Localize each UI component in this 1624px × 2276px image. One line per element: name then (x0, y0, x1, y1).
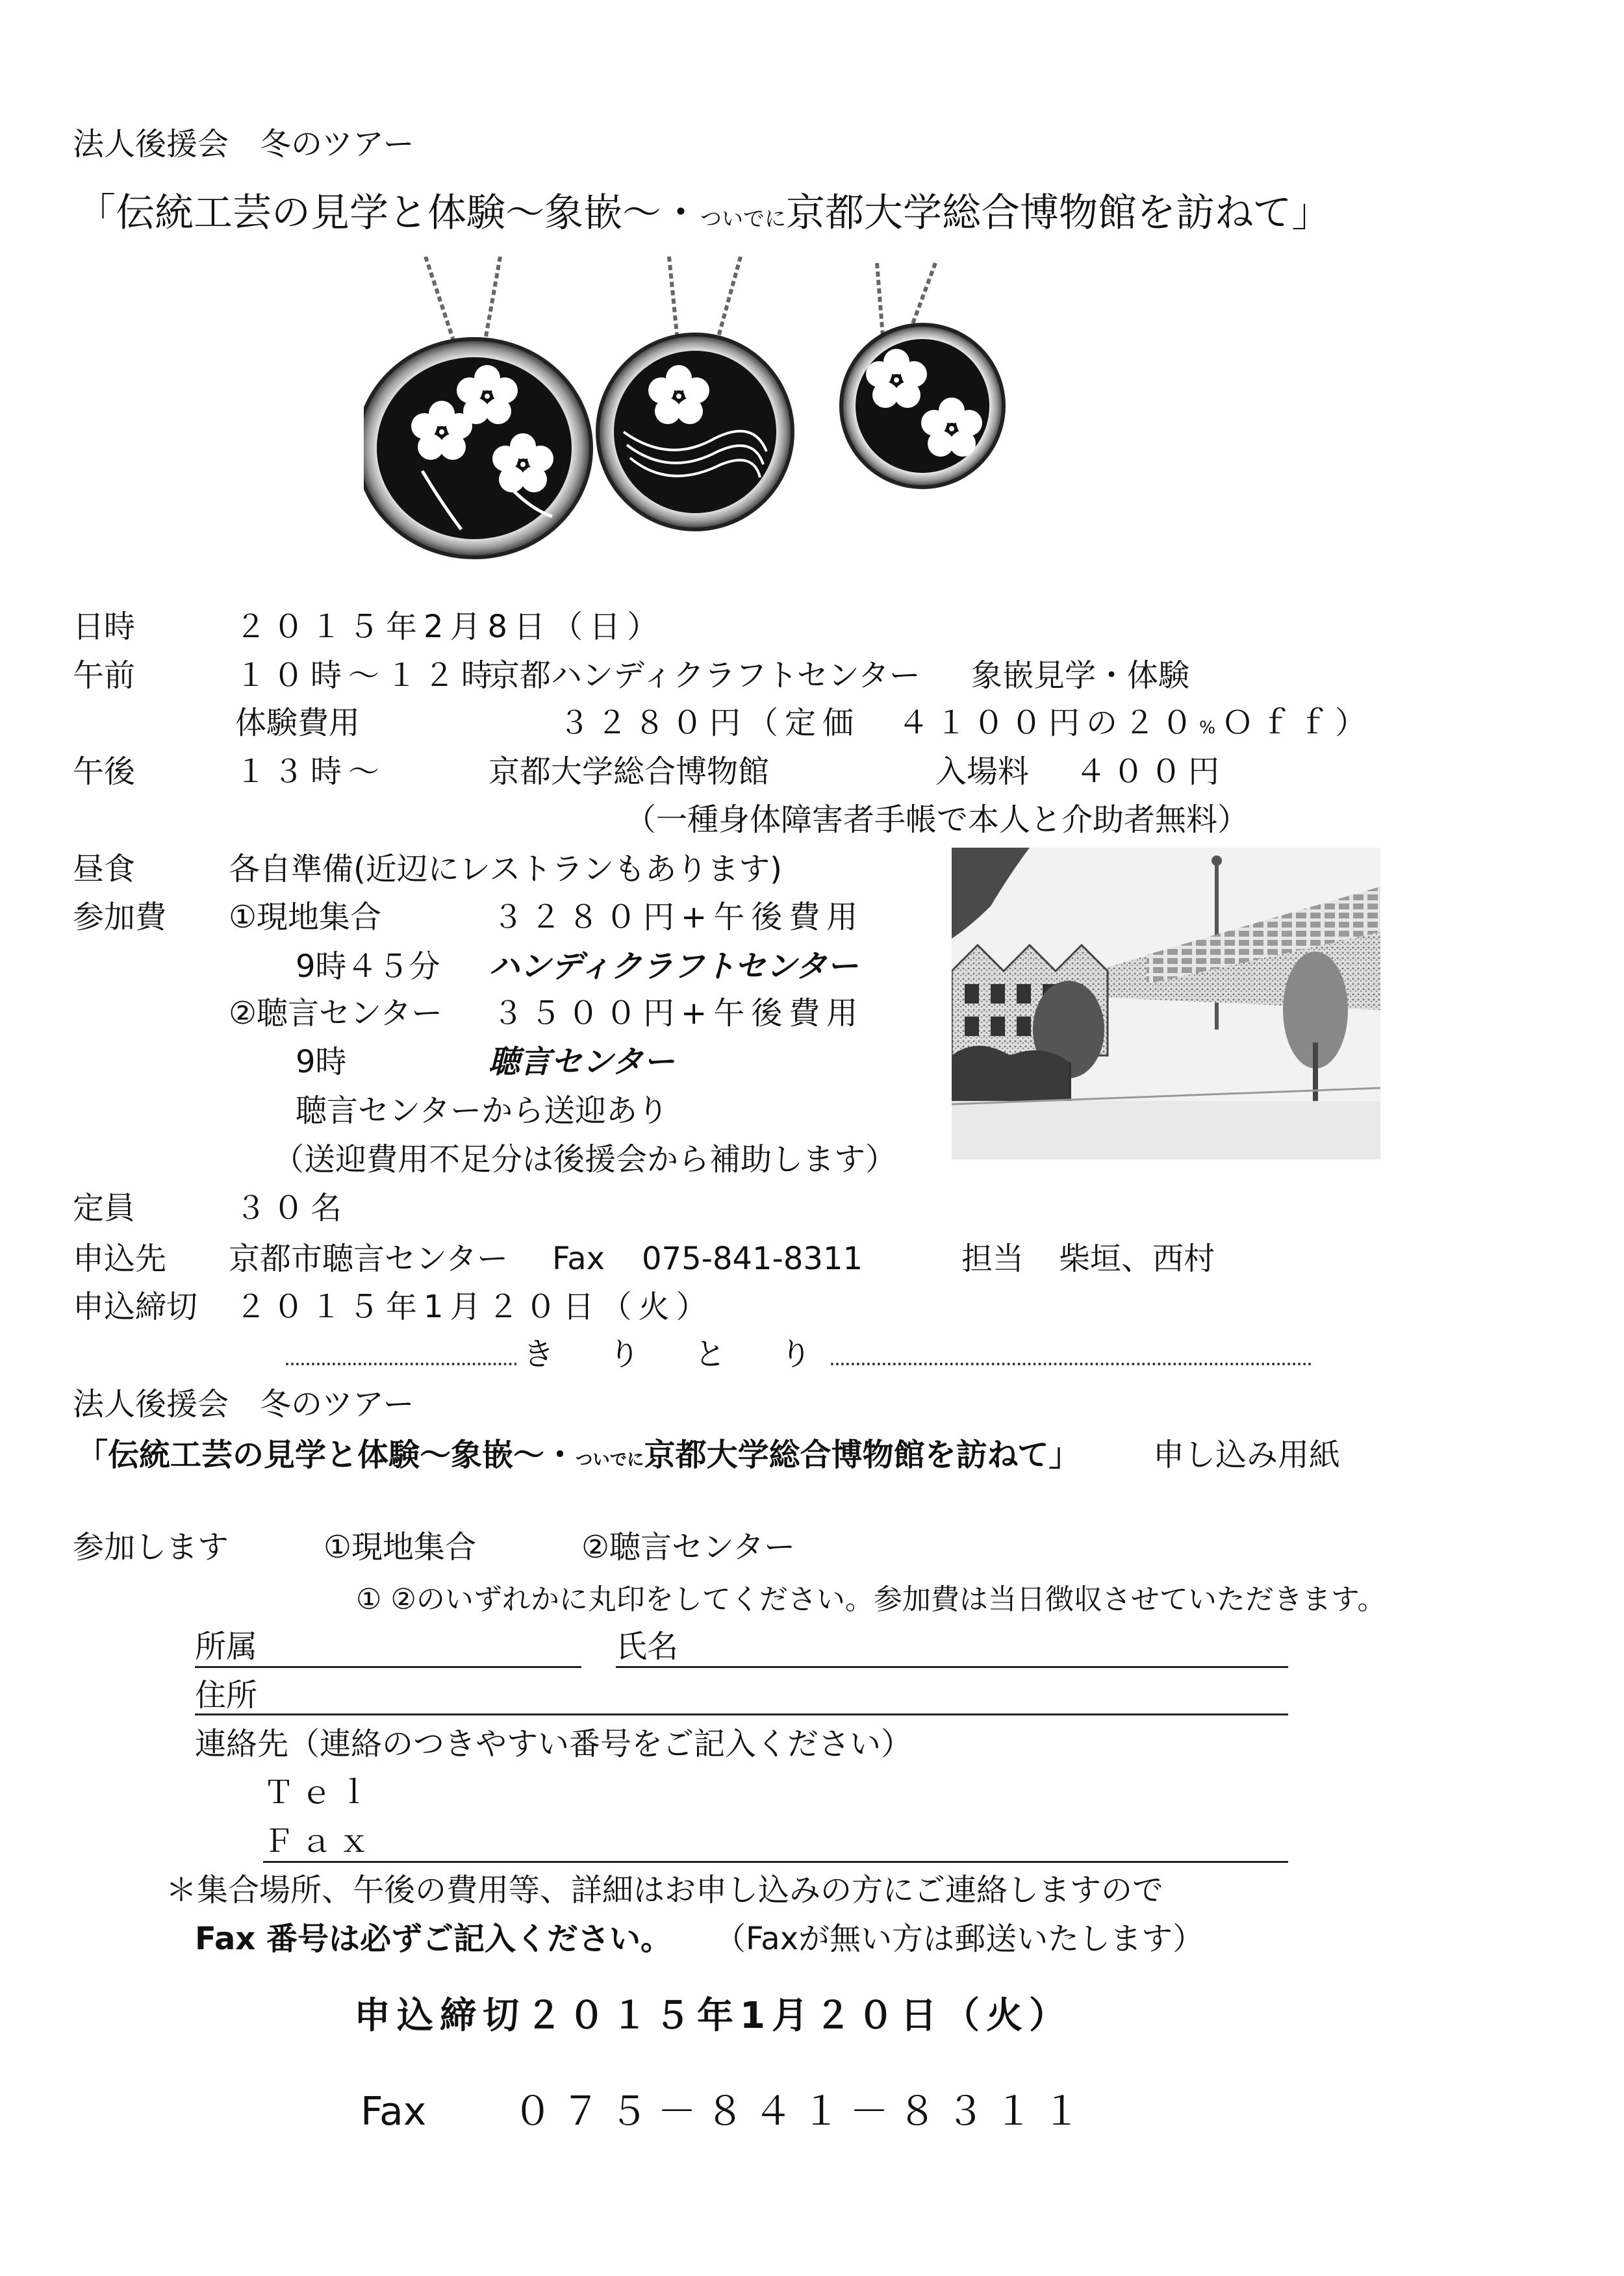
fee-off: Ｏｆｆ） (1222, 705, 1373, 741)
contact-label: 連絡先（連絡のつきやすい番号をご記入ください） (195, 1726, 913, 1762)
museum-photo (952, 848, 1380, 1159)
pm-place: 京都大学総合博物館 (488, 753, 770, 790)
org-line: 法人後援会 冬のツアー (73, 126, 414, 162)
join-option-2[interactable]: ②聴言センター (581, 1529, 796, 1565)
option1-time: 9時４５分 (296, 948, 440, 985)
apply-org: 京都市聴言センター (229, 1241, 509, 1277)
form-org-line: 法人後援会 冬のツアー (73, 1386, 414, 1422)
option1-price: ３２８０円+午後費用 (492, 899, 865, 935)
apply-fax-number: 075-841-8311 (642, 1241, 863, 1277)
fee-label: 体験費用 (235, 705, 361, 741)
am-label: 午前 (73, 657, 136, 694)
date-label: 日時 (73, 609, 136, 645)
form-title-small: ついでに (576, 1450, 644, 1470)
apply-contact-names: 柴垣、西村 (1059, 1241, 1215, 1277)
am-place: 京都ハンディクラフトセンター (488, 657, 920, 694)
deadline-label: 申込締切 (73, 1289, 198, 1325)
fee-value-text: ３２８０円（定価 ４１００円の２０ (559, 705, 1200, 741)
name-field[interactable] (616, 1666, 1288, 1668)
option1-place: ハンディクラフトセンター (488, 948, 858, 985)
join-label: 参加します (73, 1529, 229, 1565)
capacity-value: ３０名 (235, 1190, 349, 1226)
pm-admission-label: 入場料 (935, 753, 1030, 790)
option1-name: ①現地集合 (229, 899, 382, 935)
am-time: １０時～１２時 (235, 657, 500, 694)
note-line-2-bold: Fax 番号は必ずご記入ください。 (195, 1921, 672, 1957)
page-title (77, 190, 1331, 242)
note-line-1: ＊集合場所、午後の費用等、詳細はお申し込みの方にご連絡しますので (166, 1872, 1164, 1908)
fax-label-big: Fax (361, 2089, 427, 2134)
option2-name: ②聴言センター (229, 995, 443, 1031)
tel-label: Ｔｅｌ (263, 1775, 377, 1811)
pm-label: 午後 (73, 753, 136, 790)
shuttle-note: 聴言センターから送迎あり (296, 1093, 669, 1129)
fee-value (559, 703, 1373, 748)
form-title-main-b: 京都大学総合博物館を訪ねて」 (644, 1437, 1080, 1473)
affiliation-field[interactable] (195, 1666, 581, 1668)
note-line-2-rest: （Faxが無い方は郵送いたします） (730, 1921, 1204, 1957)
form-title-main-a: 「伝統工芸の見学と体験～象嵌～・ (77, 1437, 576, 1473)
form-title (77, 1435, 1080, 1480)
contact-field[interactable] (263, 1861, 1288, 1863)
date-value: ２０１５年2月8日（日） (235, 609, 665, 645)
form-title-suffix: 申し込み用紙 (1153, 1437, 1341, 1473)
option2-time: 9時 (296, 1044, 347, 1080)
title-small: ついでに (700, 206, 786, 231)
fax-number-big: ０７５－８４１－８３１１ (513, 2089, 1090, 2134)
address-label: 住所 (195, 1677, 258, 1713)
apply-contact-label: 担当 (961, 1241, 1024, 1277)
name-label: 氏名 (616, 1628, 679, 1665)
address-field[interactable] (195, 1713, 1288, 1715)
title-main-b: 京都大学総合博物館を訪ねて」 (786, 190, 1331, 236)
pm-admission-value: ４００円 (1075, 753, 1226, 790)
lunch-label: 昼食 (73, 851, 136, 887)
pendant-photo (364, 257, 1065, 594)
cut-line-label: き り と り (516, 1335, 830, 1374)
am-activity: 象嵌見学・体験 (971, 657, 1190, 694)
fee-percent: % (1199, 718, 1223, 738)
option2-price: ３５００円+午後費用 (492, 995, 865, 1031)
affiliation-label: 所属 (195, 1628, 258, 1665)
cost-label: 参加費 (73, 899, 167, 935)
apply-label: 申込先 (73, 1241, 167, 1277)
pm-time: １３時～ (235, 753, 387, 790)
title-main-a: 「伝統工芸の見学と体験～象嵌～・ (77, 190, 700, 236)
capacity-label: 定員 (73, 1190, 136, 1226)
lunch-value: 各自準備(近辺にレストランもあります) (229, 851, 783, 887)
join-option-1[interactable]: ①現地集合 (324, 1529, 477, 1565)
shuttle-subsidy: （送迎費用不足分は後援会から補助します） (273, 1141, 897, 1178)
deadline-value: ２０１５年1月２０日（火） (235, 1289, 714, 1325)
fax-label: Ｆａｘ (263, 1823, 377, 1860)
pm-note: （一種身体障害者手帳で本人と介助者無料） (625, 802, 1249, 838)
form-deadline: 申込締切２０１５年1月２０日（火） (354, 1995, 1072, 2037)
option2-place: 聴言センター (488, 1044, 675, 1080)
apply-fax-label: Fax (552, 1241, 605, 1277)
instruction: ① ②のいずれかに丸印をしてください。参加費は当日徴収させていただきます。 (356, 1583, 1386, 1616)
note-line-2 (195, 1919, 1204, 1958)
